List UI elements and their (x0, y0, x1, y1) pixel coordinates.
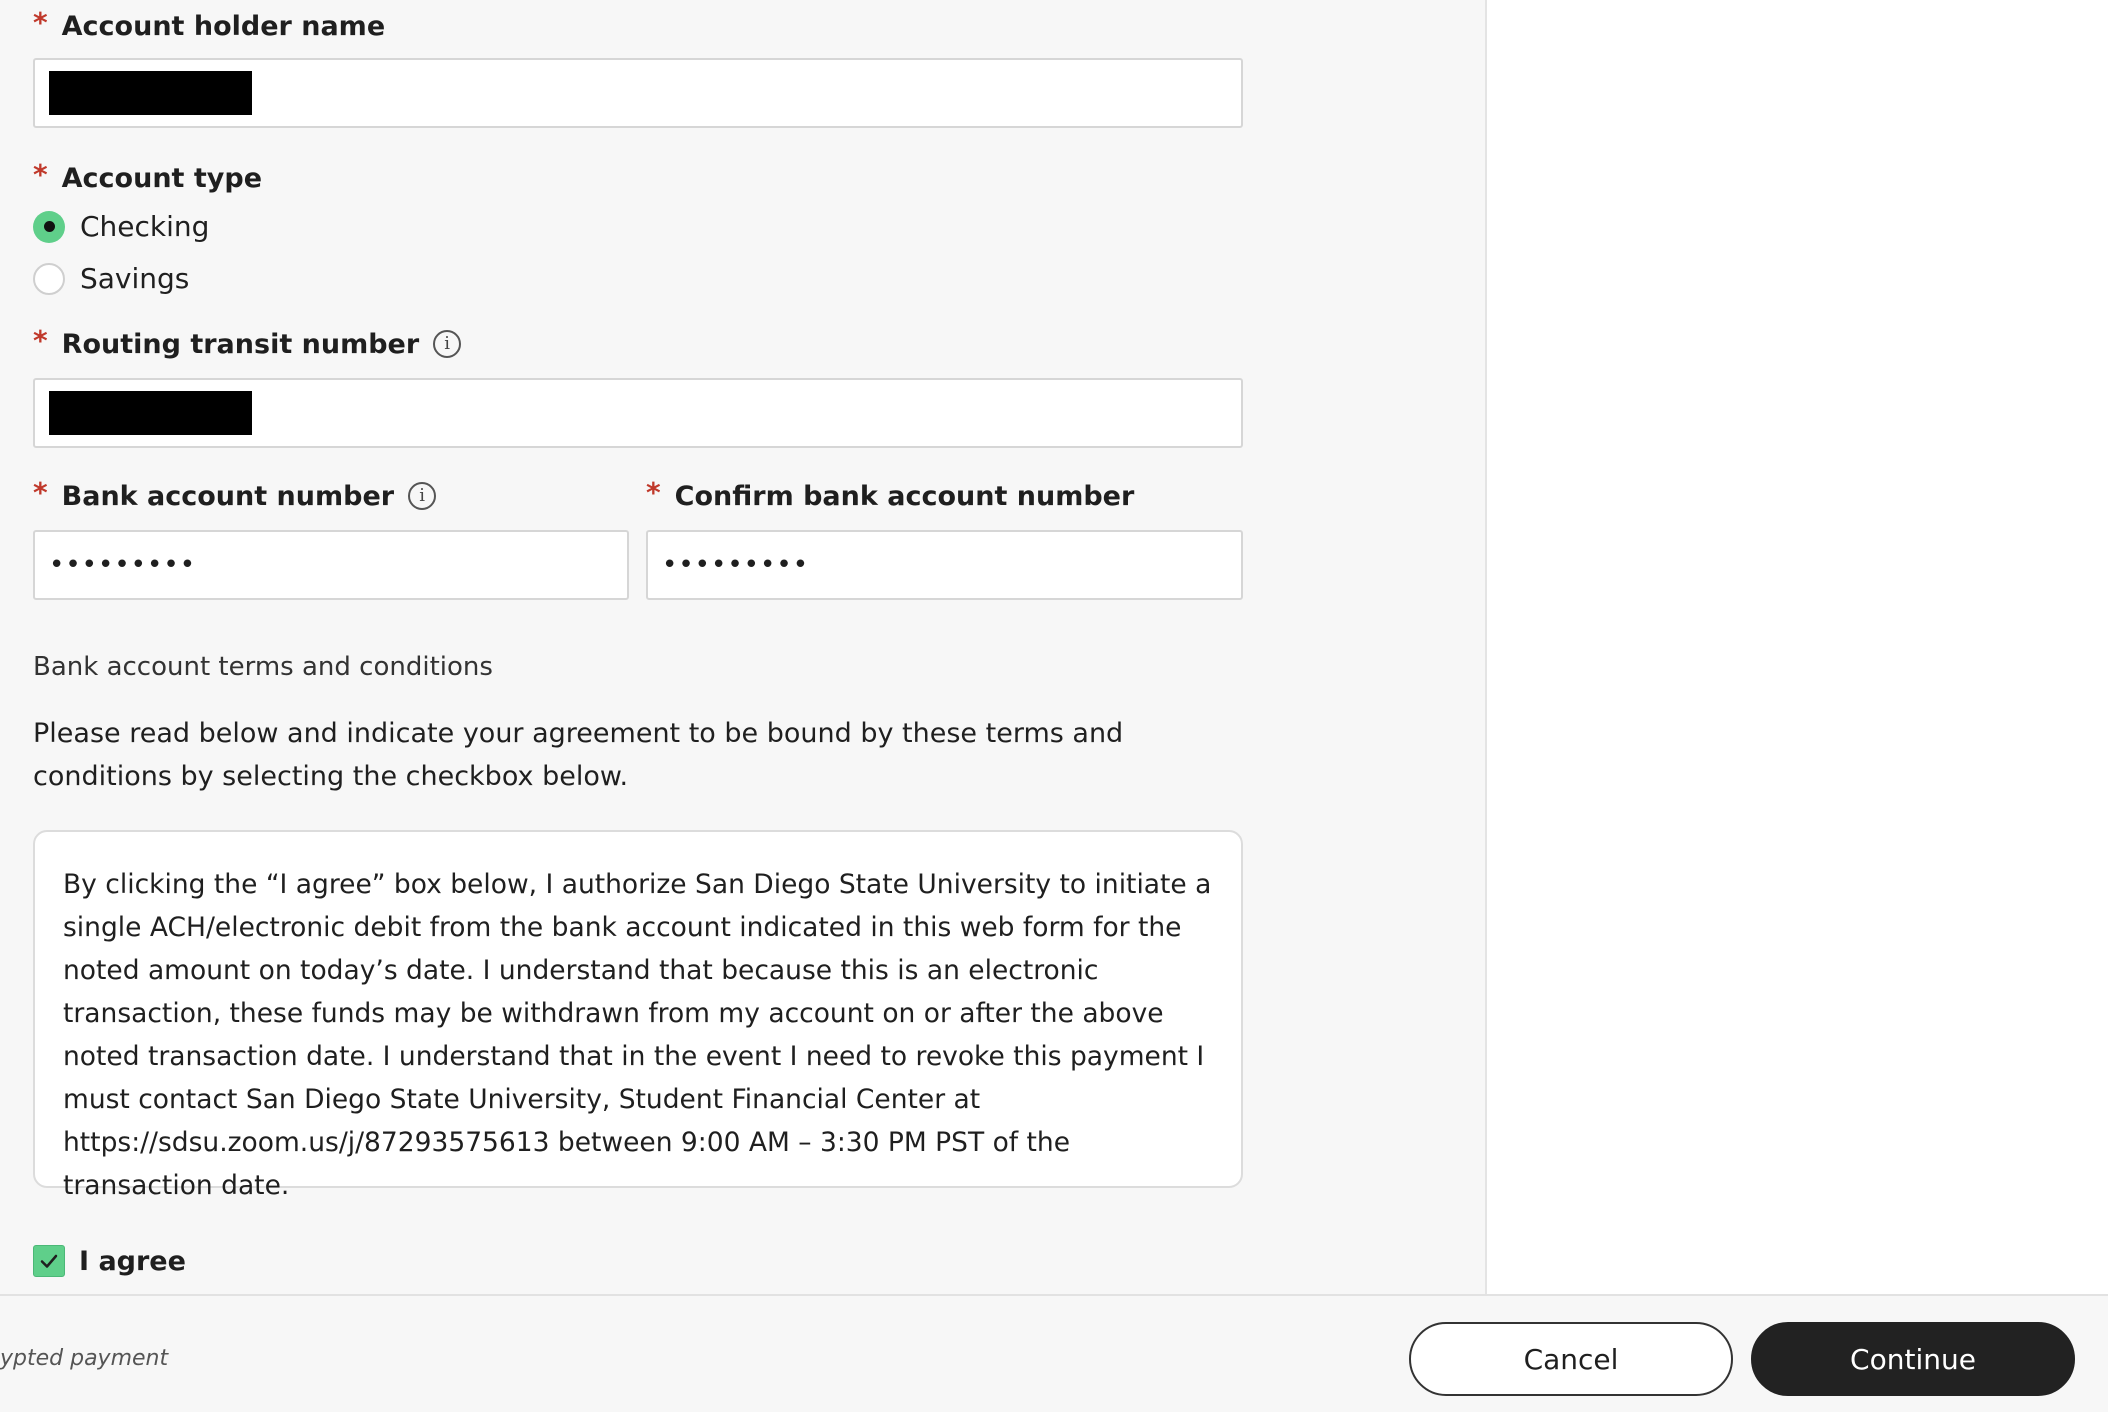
confirm-account-value: ••••••••• (662, 550, 810, 580)
routing-label (33, 324, 461, 360)
bank-account-label-text: Bank account number (61, 480, 395, 512)
account-type-label-text: Account type (61, 162, 263, 194)
confirm-account-input[interactable] (646, 530, 1243, 600)
bank-account-label (33, 476, 436, 512)
info-icon[interactable]: i (433, 330, 461, 358)
cancel-button[interactable]: Cancel (1409, 1322, 1733, 1396)
radio-savings[interactable] (33, 262, 189, 295)
agree-checkbox-row[interactable] (33, 1245, 186, 1277)
bank-account-value: ••••••••• (49, 550, 197, 580)
right-panel (1487, 0, 2108, 1294)
redacted-value (49, 391, 252, 435)
routing-label-text: Routing transit number (61, 328, 420, 360)
bank-account-input[interactable] (33, 530, 629, 600)
terms-instructions: Please read below and indicate your agreement to be bound by these terms and conditions by selecting the checkbox below. (33, 718, 1124, 792)
required-marker: * (33, 6, 48, 39)
account-holder-label-text: Account holder name (61, 10, 386, 42)
required-marker: * (33, 324, 48, 357)
required-marker: * (646, 476, 661, 509)
required-marker: * (33, 476, 48, 509)
radio-button-selected[interactable] (33, 211, 65, 243)
agree-label: I agree (79, 1245, 186, 1277)
radio-checking[interactable] (33, 210, 209, 243)
account-type-label (33, 158, 263, 194)
account-holder-input[interactable] (33, 58, 1243, 128)
confirm-account-label-text: Confirm bank account number (674, 480, 1135, 512)
terms-box[interactable] (33, 830, 1243, 1201)
info-icon[interactable]: i (408, 482, 436, 510)
radio-button-unselected[interactable] (33, 263, 65, 295)
terms-title: Bank account terms and conditions (33, 652, 493, 682)
required-marker: * (33, 158, 48, 191)
check-icon (38, 1250, 60, 1272)
radio-savings-label: Savings (80, 262, 190, 295)
radio-checking-label: Checking (80, 210, 210, 243)
agree-checkbox[interactable] (33, 1245, 65, 1277)
continue-button[interactable]: Continue (1751, 1322, 2075, 1396)
terms-body: By clicking the “I agree” box below, I authorize San Diego State University to initiate a single ACH/electronic debit from the bank account indicated in this web form for the noted amount on today’s date. I understand that because this is an electronic transaction, these funds may be withdrawn from my account on or after the above noted transaction date. I understand that in the event I need to revoke this payment I must contact San Diego State University, Student Financial Center at https://sdsu.zoom.us/j/87293575613 between 9:00 AM – 3:30 PM PST of the transaction date. (63, 869, 1212, 1201)
confirm-account-label (646, 476, 1135, 512)
encrypted-payment-note: ypted payment (0, 1346, 169, 1371)
account-holder-label (33, 6, 386, 42)
redacted-value (49, 71, 252, 115)
routing-input[interactable] (33, 378, 1243, 448)
